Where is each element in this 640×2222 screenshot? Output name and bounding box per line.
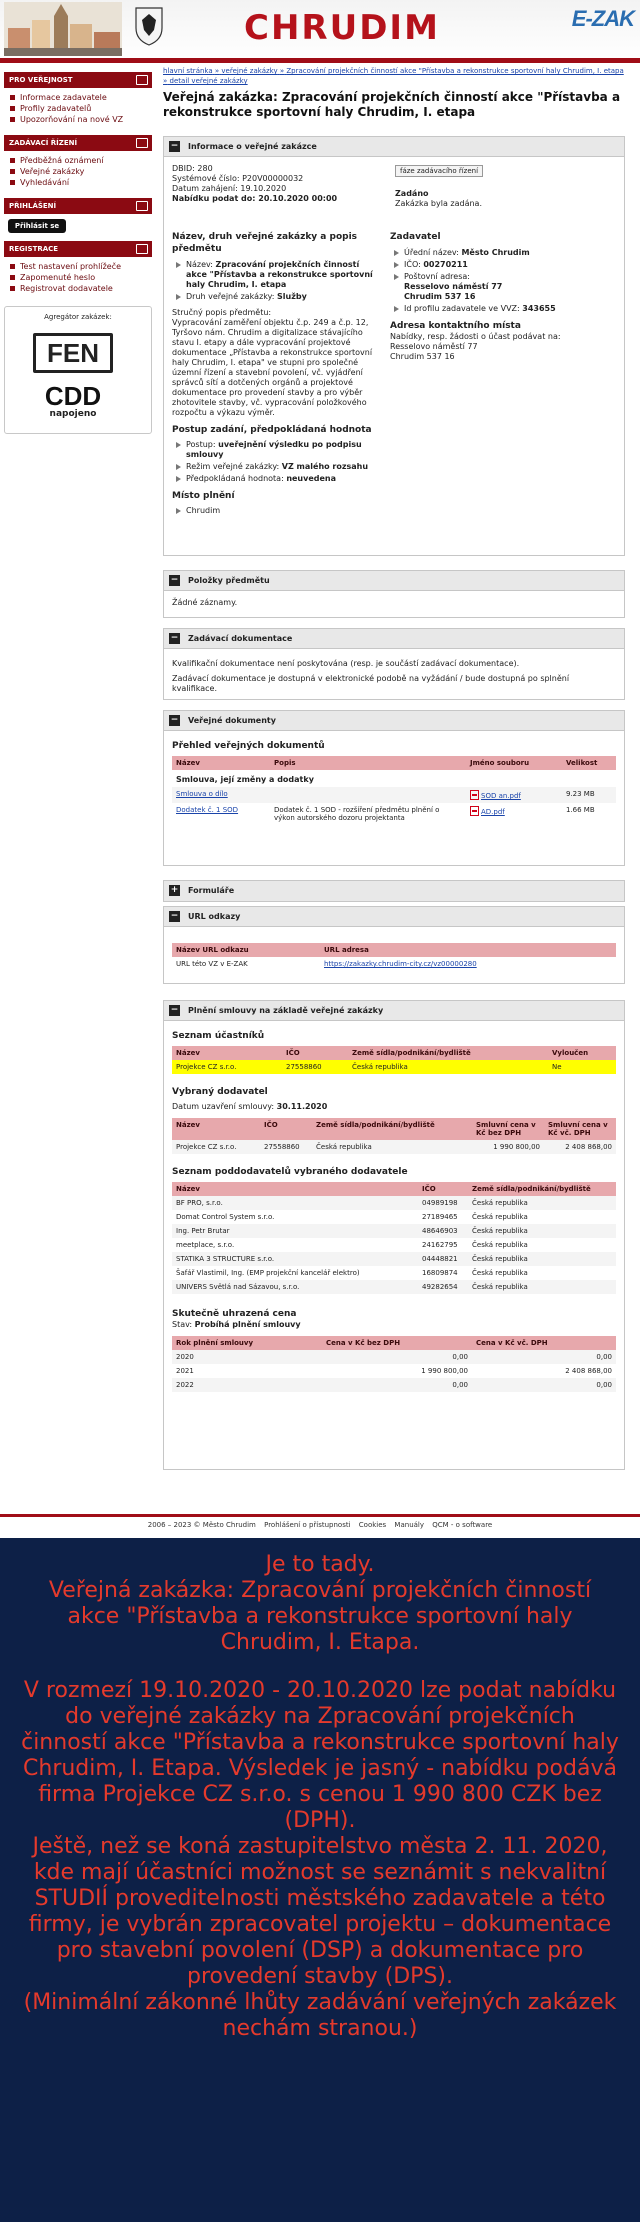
public-section-icon: [136, 75, 148, 85]
doc-file-link[interactable]: SOD an.pdf: [481, 792, 521, 800]
ico: IČO: 00270211: [390, 260, 615, 270]
pdf-icon: [470, 790, 479, 800]
login-button[interactable]: Přihlásit se: [8, 219, 66, 233]
panel-title-forms: Formuláře: [188, 886, 235, 895]
dbid: DBID: 280: [172, 164, 213, 173]
phase-button[interactable]: fáze zadávacího řízení: [395, 165, 483, 177]
regime: Režim veřejné zakázky: VZ malého rozsahu: [172, 462, 377, 472]
table-row: meetplace, s.r.o. 24162795 Česká republika: [176, 1241, 528, 1249]
sidebar-item-profiles[interactable]: Profily zadavatelů: [8, 103, 152, 114]
paid-state: Stav: Probíhá plnění smlouvy: [172, 1320, 301, 1329]
breadcrumb-detail: detail veřejné zakázky: [169, 77, 248, 85]
doc-link[interactable]: Dodatek č. 1 SOD: [176, 806, 239, 814]
page-title: Veřejná zakázka: Zpracování projekčních činností akce "Přístavba a rekonstrukce sportovní haly Chrudim, I. etapa: [163, 90, 621, 119]
selected-heading: Vybraný dodavatel: [172, 1087, 268, 1097]
sidebar-item-browser-test[interactable]: Test nastavení prohlížeče: [8, 261, 152, 272]
fen-logo[interactable]: FEN: [33, 333, 113, 373]
table-row: Projekce CZ s.r.o. 27558860 Česká republika Ne: [172, 1060, 616, 1074]
contracting-heading: Zadavatel: [390, 232, 441, 242]
panel-title-fulfilment: Plnění smlouvy na základě veřejné zakázky: [188, 1006, 384, 1015]
docs-line1: Kvalifikační dokumentace není poskytována (resp. je součástí zadávací dokumentace).: [172, 659, 520, 668]
caption-line: Ještě, než se koná zastupitelstvo města 2. 11. 2020, kde mají účastníci možnost se seznámit s nekvalitní STUDIÍ proveditelnosti městského zadavatele a této firmy, je vybrán zpracovatel projektu – dokumentace pro stavební povolení (DSP) a dokumentace pro provedení stavby (DPS).: [28, 1834, 612, 1989]
contact-line1: Resselovo náměstí 77: [390, 342, 478, 351]
table-row: Projekce CZ s.r.o. 27558860 Česká republika 1 990 800,00 2 408 868,00: [172, 1140, 616, 1154]
panel-title-public-docs: Veřejné dokumenty: [188, 716, 276, 725]
footer-qcm-link[interactable]: QCM - o software: [432, 1521, 493, 1529]
paid-table: Rok plnění smlouvy Cena v Kč bez DPH Cena v Kč vč. DPH 2020 0,00 0,00 2021 1 990 800,00 2 408 868,00 2022 0,00 0,00: [172, 1336, 616, 1392]
footer-cookies-link[interactable]: Cookies: [358, 1521, 387, 1529]
fulfilment-panel: [163, 1000, 625, 1470]
sidebar-heading-login: PŘIHLÁŠENÍ: [4, 198, 152, 214]
city-crest-icon: [134, 6, 164, 46]
contract-url-link[interactable]: https://zakazky.chrudim-city.cz/vz00000280: [324, 960, 477, 968]
table-row: 2022 0,00 0,00: [172, 1378, 616, 1392]
caption-line: Veřejná zakázka: Zpracování projekčních činností akce "Přístavba a rekonstrukce sportovní haly Chrudim, I. Etapa.: [48, 1578, 592, 1655]
subcontractors-heading: Seznam poddodavatelů vybraného dodavatele: [172, 1167, 408, 1177]
caption-line: V rozmezí 19.10.2020 - 20.10.2020 lze podat nabídku do veřejné zakázky na Zpracování projekčních činností akce "Přístavba a rekonstrukce sportovní haly Chrudim, I. Etapa. Výsledek je jasný - nabídku podává firma Projekce CZ s.r.o. s cenou 1 990 800 CZK bez (DPH).: [21, 1678, 619, 1833]
status-label: Zadáno: [395, 189, 429, 198]
sidebar-item-public-contracts[interactable]: Veřejné zakázky: [8, 166, 152, 177]
collapse-icon[interactable]: −: [170, 575, 179, 585]
pdf-icon: [470, 806, 479, 816]
desc-text: Vypracování zaměření objektu č.p. 249 a č.p. 12, Tyršovo nám. Chrudim a digitalizace stávajícího stavu I. etapy a dále vypracování projektové dokumentace „Přístavba a rekonstrukce sportovní haly Chrudim, I. etapa" ve stupni pro společné územní řízení a stavební povolení, vč. vyjádření správců sítí a dotčených orgánů a projektové dokumentace pro provedení stavby a pro výběr zhotovitele stavby, vč. vypracování položkového rozpočtu a výkazu výměr.: [172, 318, 373, 417]
sidebar-heading-procedures: ZADÁVACÍ ŘÍZENÍ: [4, 135, 152, 151]
contract-date: Datum uzavření smlouvy: 30.11.2020: [172, 1102, 328, 1111]
login-section-icon: [136, 201, 148, 211]
panel-title-url: URL odkazy: [188, 912, 241, 921]
breadcrumb-current[interactable]: Zpracování projekčních činností akce "Přístavba a rekonstrukce sportovní haly Chrudim, I. etapa: [286, 67, 624, 75]
docs-group: Smlouva, její změny a dodatky: [176, 775, 314, 784]
footer-copyright: 2006 – 2023 © Město Chrudim: [147, 1521, 256, 1529]
place: Chrudim: [172, 506, 377, 516]
public-docs-panel: [163, 710, 625, 866]
panel-title-info: Informace o veřejné zakázce: [188, 142, 317, 151]
profile-id: Id profilu zadavatele ve VVZ: 343655: [390, 304, 615, 314]
public-docs-table: Název Popis Jméno souboru Velikost Smlouva, její změny a dodatky Smlouva o dílo SOD an.pdf 9.23 MB Dodatek č. 1 SOD Dodatek č. 1 SOD - rozšíření předmětu plnění o výkon autorského dozoru projektanta AD.pdf 1.66 MB: [172, 756, 616, 825]
docs-panel: [163, 628, 625, 700]
status-text: Zakázka byla zadána.: [395, 199, 482, 208]
table-row: 2020 0,00 0,00: [172, 1350, 616, 1364]
participants-heading: Seznam účastníků: [172, 1031, 265, 1041]
panel-title-docs: Zadávací dokumentace: [188, 634, 293, 643]
site-header: [0, 0, 640, 58]
sidebar-item-search[interactable]: Vyhledávání: [8, 177, 152, 188]
sidebar-item-prior-notices[interactable]: Předběžná oznámení: [8, 155, 152, 166]
table-row: BF PRO, s.r.o. 04989198 Česká republika: [172, 1196, 616, 1210]
aggregator-title: Agregátor zakázek:: [44, 313, 112, 321]
url-table: Název URL odkazu URL adresa URL této VZ v E-ZAK https://zakazky.chrudim-city.cz/vz00000280: [172, 943, 616, 971]
town-skyline-image: [4, 2, 122, 56]
procedure: Postup: uveřejnění výsledku po podpisu smlouvy: [172, 440, 377, 460]
footer-manuals-link[interactable]: Manuály: [394, 1521, 425, 1529]
postal-address: Poštovní adresa: Resselovo náměstí 77 Chrudim 537 16: [390, 272, 615, 302]
contract-kind: Druh veřejné zakázky: Služby: [172, 292, 377, 302]
table-row: 2021 1 990 800,00 2 408 868,00: [176, 1367, 612, 1375]
sidebar-heading-public: PRO VEŘEJNOST: [4, 72, 152, 88]
panel-title-items: Položky předmětu: [188, 576, 270, 585]
paid-heading: Skutečně uhrazená cena: [172, 1309, 297, 1319]
footer: [0, 1514, 640, 1534]
registration-section-icon: [136, 244, 148, 254]
table-row: UNIVERS Světlá nad Sázavou, s.r.o. 49282654 Česká republika: [172, 1280, 616, 1294]
items-panel: [163, 570, 625, 618]
desc-label: Stručný popis předmětu:: [172, 308, 272, 317]
collapse-icon[interactable]: −: [170, 715, 179, 725]
caption-line: (Minimální zákonné lhůty zadávání veřejných zakázek nechám stranou.): [23, 1990, 617, 2041]
sidebar-item-contracting-info[interactable]: Informace zadavatele: [8, 92, 152, 103]
doc-file-link[interactable]: AD.pdf: [481, 808, 505, 816]
table-row: Domat Control System s.r.o. 27189465 Česká republika: [176, 1213, 528, 1221]
deadline: Nabídku podat do: 20.10.2020 00:00: [172, 194, 338, 203]
sidebar-item-register-supplier[interactable]: Registrovat dodavatele: [8, 283, 152, 294]
name-heading: Název, druh veřejné zakázky a popis předmětu: [172, 232, 358, 254]
ezak-logo[interactable]: E-ZAK: [571, 6, 634, 31]
collapse-icon[interactable]: −: [170, 633, 179, 643]
place-heading: Místo plnění: [172, 491, 235, 501]
contact-line2: Chrudim 537 16: [390, 352, 455, 361]
aggregator-box: [4, 306, 152, 434]
caption-line: Je to tady.: [265, 1552, 375, 1577]
participants-table: Název IČO Země sídla/podnikání/bydliště Vyloučen Projekce CZ s.r.o. 27558860 Česká republika Ne: [172, 1046, 616, 1074]
selected-table: Název IČO Země sídla/podnikání/bydliště Smluvní cena v Kč bez DPH Smluvní cena v Kč vč. DPH Projekce CZ s.r.o. 27558860 Česká republika 1 990 800,00 2 408 868,00: [172, 1118, 616, 1154]
sidebar-item-notifications[interactable]: Upozorňování na nové VZ: [8, 114, 152, 125]
contact-text: Nabídky, resp. žádosti o účast podávat na:: [390, 332, 561, 341]
table-row: URL této VZ v E-ZAK https://zakazky.chrudim-city.cz/vz00000280: [176, 960, 477, 968]
docs-line2: Zadávací dokumentace je dostupná v elektronické podobě na vyžádání / bude dostupná po splnění kvalifikace.: [172, 674, 570, 693]
expand-icon[interactable]: +: [170, 885, 179, 895]
system-number: Systémové číslo: P20V00000032: [172, 174, 304, 183]
breadcrumb-contracts[interactable]: veřejné zakázky: [221, 67, 278, 75]
items-empty: Žádné záznamy.: [172, 598, 238, 607]
sidebar-item-forgot-password[interactable]: Zapomenuté heslo: [8, 272, 152, 283]
caption-overlay: [0, 1538, 640, 2222]
official-name: Úřední název: Město Chrudim: [390, 248, 615, 258]
collapse-icon[interactable]: −: [170, 141, 179, 151]
breadcrumb: hlavní stránka » veřejné zakázky » Zpracování projekčních činností akce "Přístavba a rekonstrukce sportovní haly Chrudim, I. etapa » detail veřejné zakázky: [163, 67, 624, 85]
subcontractors-table: Název IČO Země sídla/podnikání/bydliště BF PRO, s.r.o. 04989198 Česká republika Domat Control System s.r.o. 27189465 Česká republika Ing. Petr Brutar 48646903 Česká republika meetplace, s.r.o. 24162795 Česká republika STATIKA 3 STRUCTURE s.r.o. 04448821 Česká republika Šafář Vlastimil, Ing. (EMP projekční kancelář elektro) 16809874 Česká republika UNIVERS Světlá nad Sázavou, s.r.o. 49282654 Česká republika: [172, 1182, 616, 1294]
contract-name: Název: Zpracování projekčních činností akce "Přístavba a rekonstrukce sportovní haly Chrudim, I. etapa: [172, 260, 377, 290]
start-date: Datum zahájení: 19.10.2020: [172, 184, 287, 193]
estimated-value: Předpokládaná hodnota: neuvedena: [172, 474, 377, 484]
info-panel: [163, 136, 625, 556]
table-row: Dodatek č. 1 SOD Dodatek č. 1 SOD - rozšíření předmětu plnění o výkon autorského dozoru projektanta AD.pdf 1.66 MB: [176, 806, 595, 822]
collapse-icon[interactable]: −: [170, 1005, 179, 1015]
doc-link[interactable]: Smlouva o dílo: [176, 790, 228, 798]
main-content: [163, 66, 625, 120]
city-title: CHRUDIM: [244, 8, 440, 48]
table-row: Ing. Petr Brutar 48646903 Česká republika: [172, 1224, 616, 1238]
table-row: Šafář Vlastimil, Ing. (EMP projekční kancelář elektro) 16809874 Česká republika: [176, 1269, 528, 1277]
footer-accessibility-link[interactable]: Prohlášení o přístupnosti: [264, 1521, 351, 1529]
docs-overview-heading: Přehled veřejných dokumentů: [172, 741, 325, 751]
breadcrumb-home[interactable]: hlavní stránka: [163, 67, 213, 75]
forms-panel: [163, 880, 625, 902]
sidebar-heading-registration: REGISTRACE: [4, 241, 152, 257]
table-row: STATIKA 3 STRUCTURE s.r.o. 04448821 Česká republika: [172, 1252, 616, 1266]
cdd-logo[interactable]: CDD napojeno: [44, 381, 102, 419]
procedures-section-icon: [136, 138, 148, 148]
table-row: Smlouva o dílo SOD an.pdf 9.23 MB: [172, 787, 616, 803]
procedure-heading: Postup zadání, předpokládaná hodnota: [172, 425, 372, 435]
collapse-icon[interactable]: −: [170, 911, 179, 921]
sidebar: [4, 72, 152, 434]
header-divider: [0, 58, 640, 63]
url-panel: [163, 906, 625, 984]
contact-heading: Adresa kontaktního místa: [390, 321, 521, 331]
